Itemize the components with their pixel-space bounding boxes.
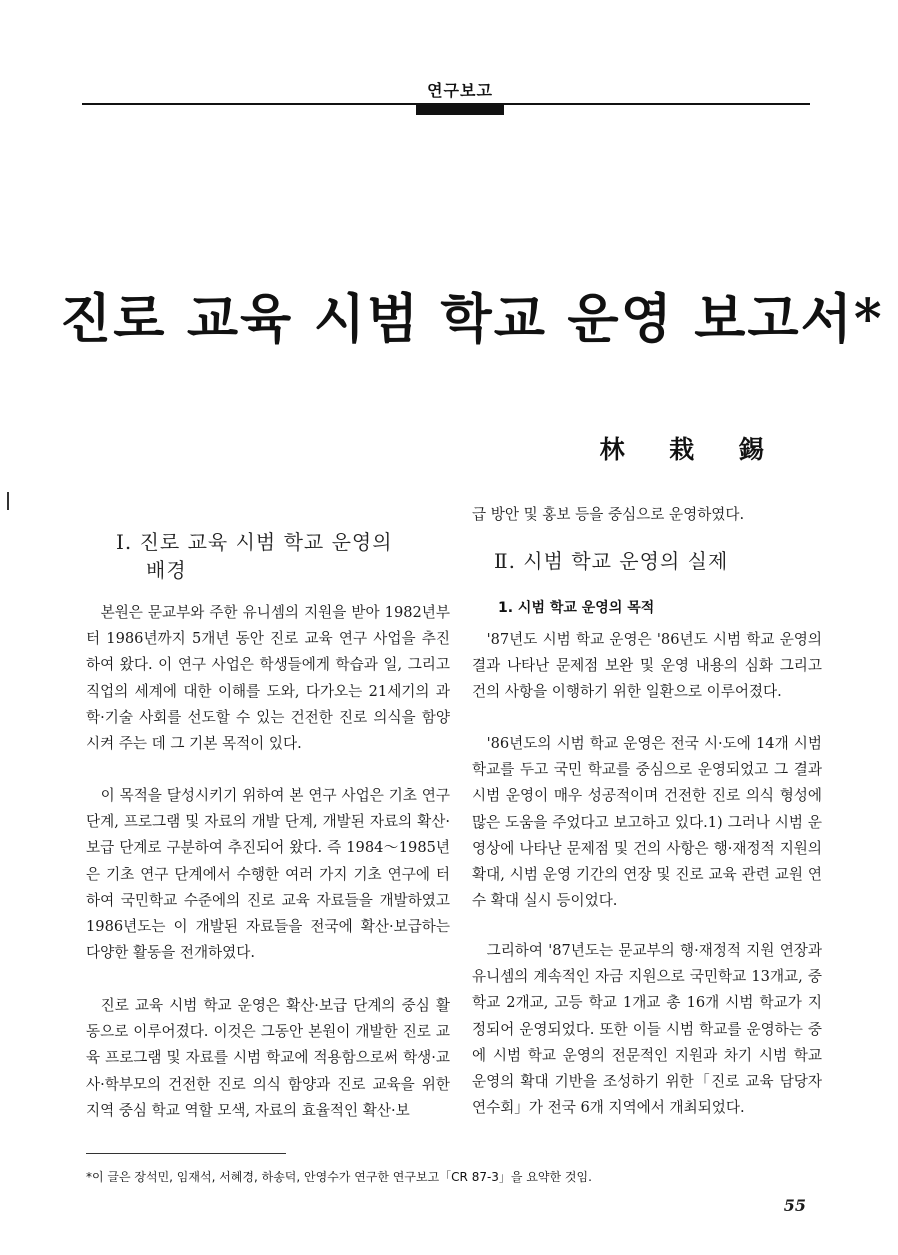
section-heading-1-line2: 배경	[146, 558, 187, 582]
margin-mark	[7, 492, 9, 510]
paragraph: 진로 교육 시범 학교 운영은 확산·보급 단계의 중심 활동으로 이루어졌다. 이것은 그동안 본원이 개발한 진로 교육 프로그램 및 자료를 시범 학교에 적용함으로써 학생·교사·학부모의 건전한 진로 의식 함양과 진로 교육을 위한 지역 중심 학교 역할 모색, 자료의 효율적인 확산·보	[86, 997, 450, 1119]
page-number: 55	[783, 1196, 806, 1215]
footnote-rule	[86, 1153, 286, 1154]
author-name: 林 栽 錫	[599, 435, 782, 464]
section-heading-2: Ⅱ. 시범 학교 운영의 실제	[494, 549, 729, 573]
article-title: 진로 교육 시범 학교 운영 보고서*	[60, 287, 884, 350]
header-rule-block	[416, 104, 504, 115]
footnote: *이 글은 장석민, 임재석, 서혜경, 하송덕, 안영수가 연구한 연구보고「CR 87-3」을 요약한 것임.	[86, 1170, 592, 1184]
section-heading-1-line1: Ⅰ. 진로 교육 시범 학교 운영의	[116, 530, 393, 554]
paragraph: '86년도의 시범 학교 운영은 전국 시·도에 14개 시범 학교를 두고 국민 학교를 중심으로 운영되었고 그 결과 시범 운영이 매우 성공적이며 건전한 진로 의식 형성에 많은 도움을 주었다고 보고하고 있다.1) 그러나 시범 운영상에 나타난 문제점 및 건의 사항은 행·재정적 지원의 확대, 시범 운영 기간의 연장 및 진로 교육 관련 교원 연수 확대 실시 등이었다.	[472, 735, 822, 910]
paragraph: '87년도 시범 학교 운영은 '86년도 시범 학교 운영의 결과 나타난 문제점 보완 및 운영 내용의 심화 그리고 건의 사항을 이행하기 위한 일환으로 이루어졌다.	[472, 631, 822, 701]
subsection-heading-1: 1. 시범 학교 운영의 목적	[498, 600, 655, 616]
section-heading-1	[116, 528, 393, 584]
section-label: 연구보고	[427, 81, 493, 100]
paragraph: 이 목적을 달성시키기 위하여 본 연구 사업은 기초 연구 단계, 프로그램 및 자료의 개발 단계, 개발된 자료의 확산·보급 단계로 구분하여 추진되어 왔다. 즉 1984～1985년은 기초 연구 단계에서 수행한 여러 가지 기초 연구에 터하여 국민학교 수준에의 진로 교육 자료들을 개발하였고 1986년도는 이 개발된 자료들을 전국에 확산·보급하는 다양한 활동을 전개하였다.	[86, 787, 450, 962]
paragraph: 그리하여 '87년도는 문교부의 행·재정적 지원 연장과 유니셈의 계속적인 자금 지원으로 국민학교 13개교, 중학교 2개교, 고등 학교 1개교 총 16개 시범 학교가 지정되어 운영되었다. 또한 이들 시범 학교를 운영하는 중에 시범 학교 운영의 전문적인 지원과 차기 시범 학교 운영의 확대 기반을 조성하기 위한「진로 교육 담당자 연수회」가 전국 6개 지역에서 개최되었다.	[472, 942, 822, 1117]
paragraph-continuation: 급 방안 및 홍보 등을 중심으로 운영하였다.	[472, 506, 745, 523]
paragraph: 본원은 문교부와 주한 유니셈의 지원을 받아 1982년부터 1986년까지 5개년 동안 진로 교육 연구 사업을 추진하여 왔다. 이 연구 사업은 학생들에게 학습과 일, 그리고 직업의 세계에 대한 이해를 도와, 다가오는 21세기의 과학·기술 사회를 선도할 수 있는 건전한 진로 의식을 함양시켜 주는 데 그 기본 목적이 있다.	[86, 604, 450, 753]
